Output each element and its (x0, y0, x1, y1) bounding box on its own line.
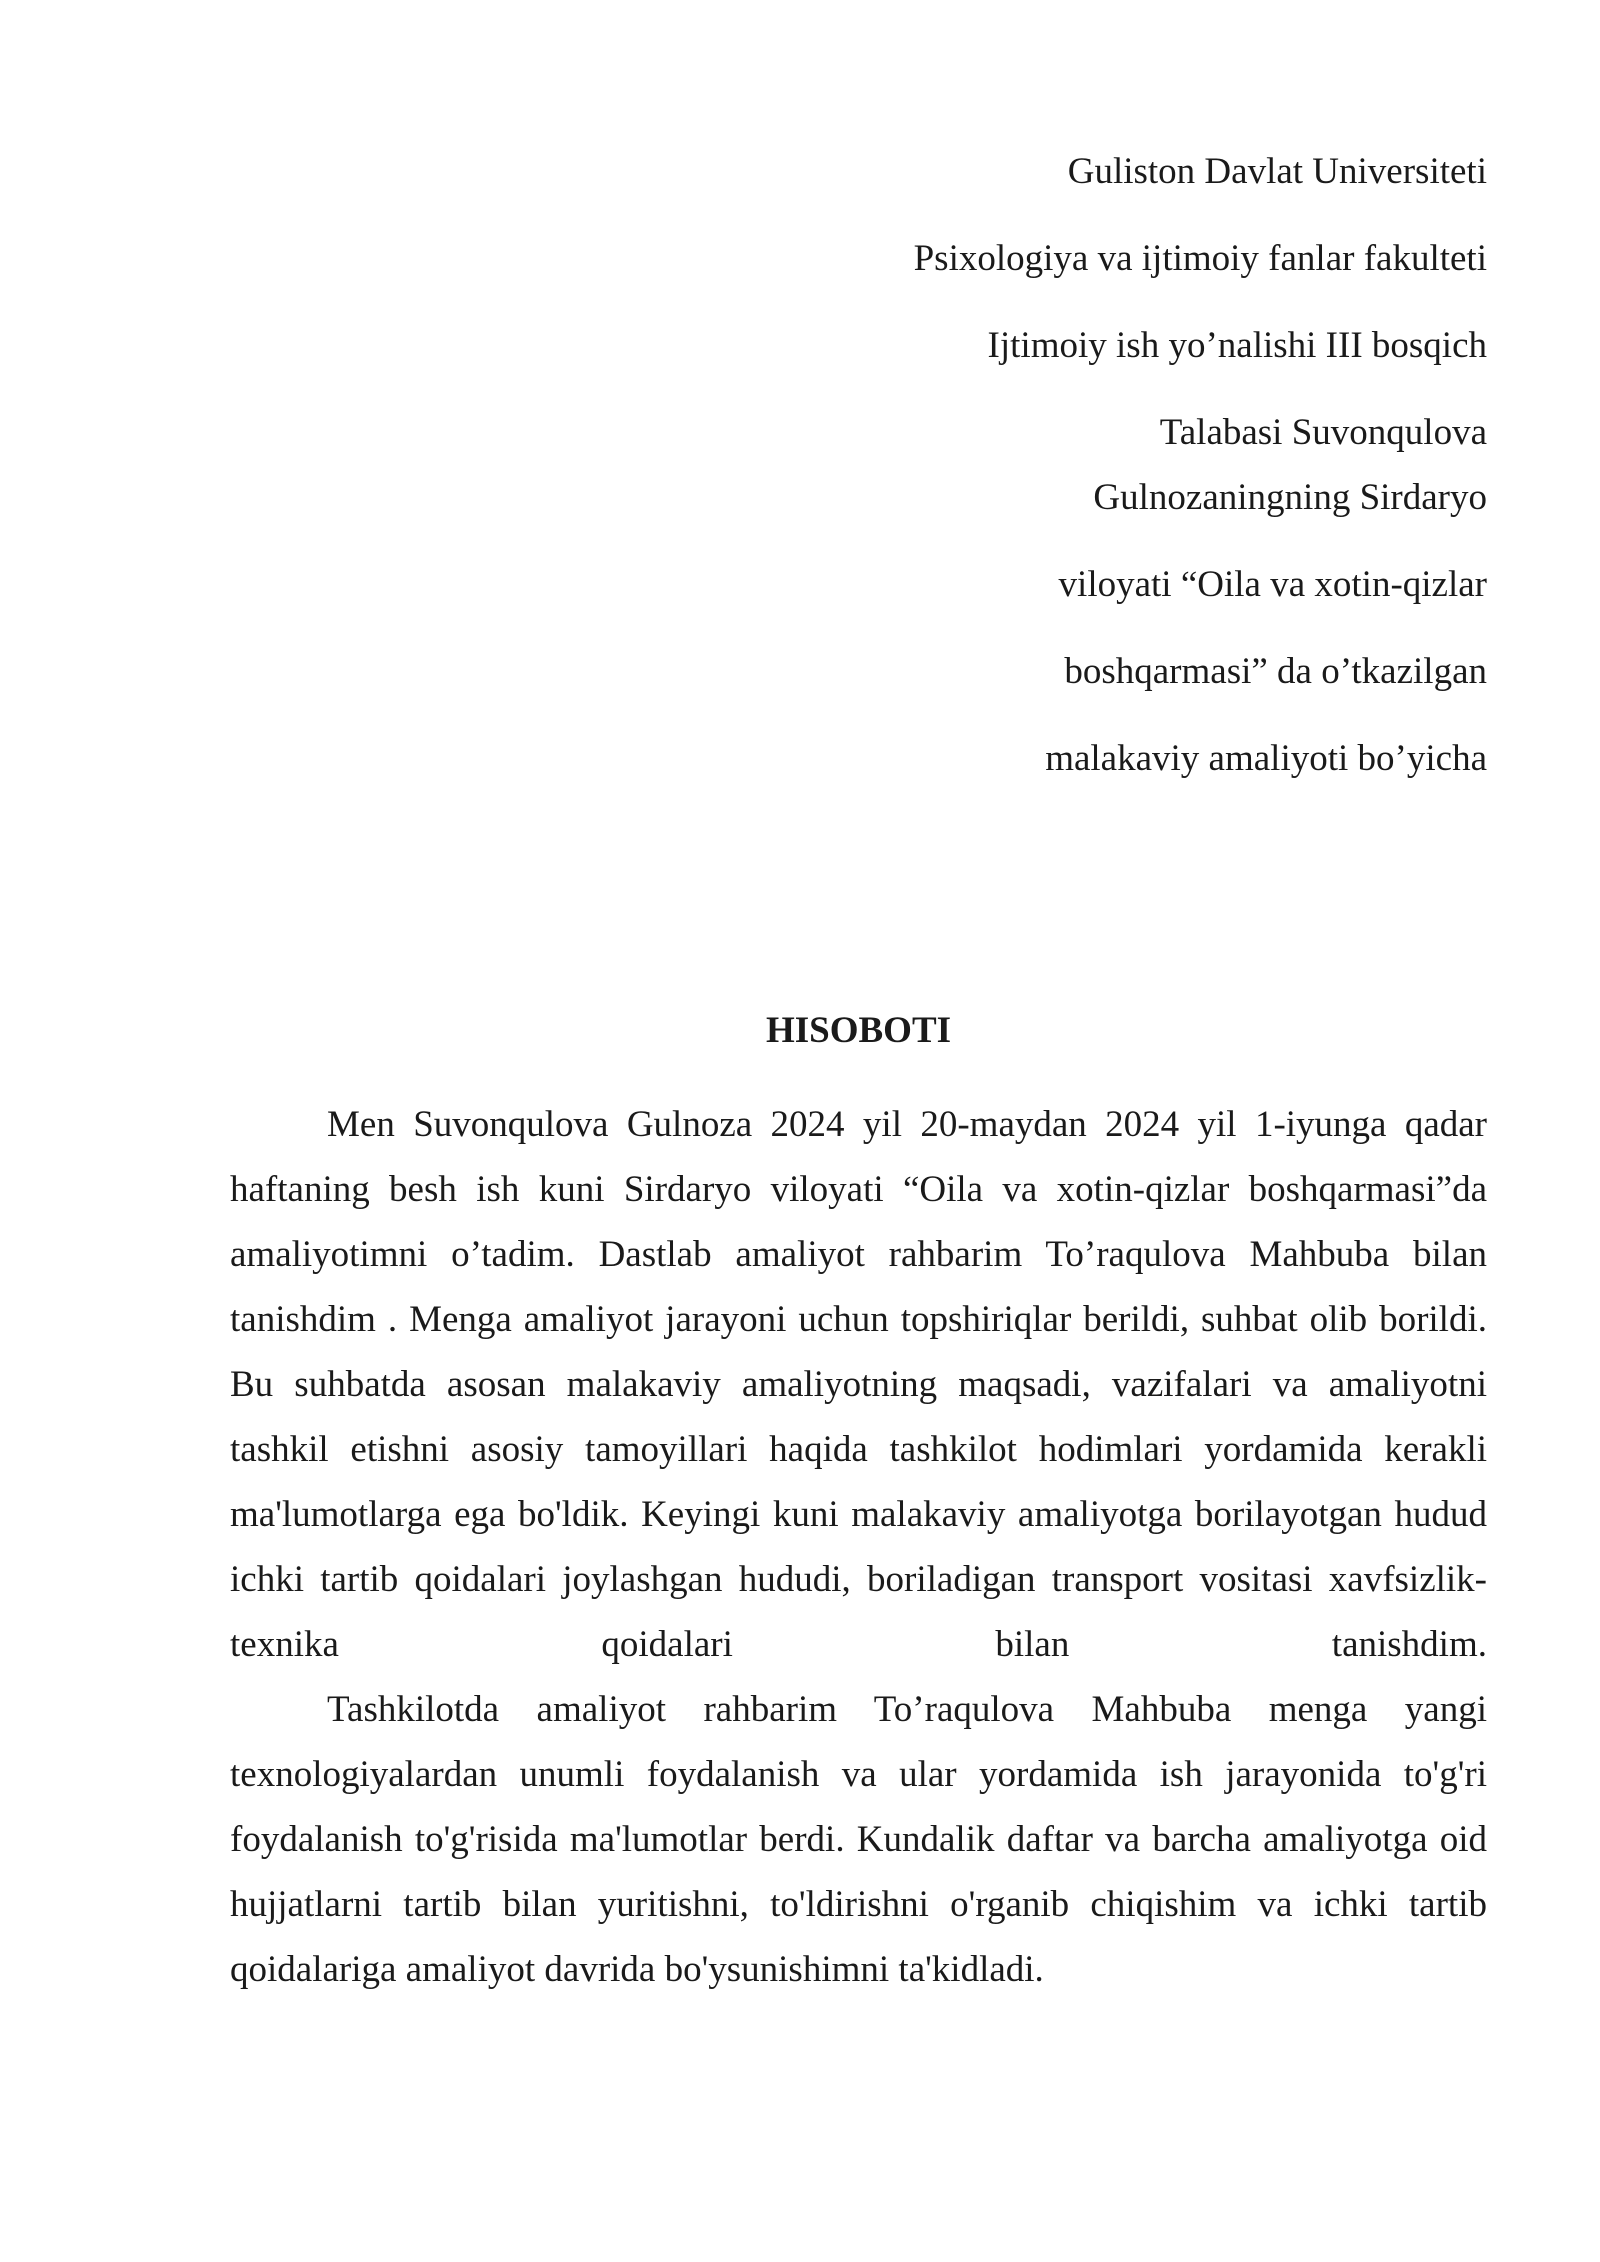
faculty-name: Psixologiya va ijtimoiy fanlar fakulteti (913, 238, 1487, 279)
place-line-2: boshqarmasi” da o’tkazilgan (1064, 651, 1487, 692)
document-title: HISOBOTI (765, 1010, 952, 1051)
report-body (230, 1092, 1487, 2002)
paragraph-1: Men Suvonqulova Gulnoza 2024 yil 20-maydan 2024 yil 1-iyunga qadar haftaning besh ish kuni Sirdaryo viloyati “Oila va xotin-qizlar boshqarmasi”da amaliyotimni o’tadim. Dastlab amaliyot rahbarim To’raqulova Mahbuba bilan tanishdim . Menga amaliyot jarayoni uchun topshiriqlar berildi, suhbat olib borildi. Bu suhbatda asosan malakaviy amaliyotning maqsadi, vazifalari va amaliyotni tashkil etishni asosiy tamoyillari haqida tashkilot hodimlari yordamida kerakli ma'lumotlarga ega bo'ldik. Keyingi kuni malakaviy amaliyotga borilayotgan hudud ichki tartib qoidalari joylashgan hududi, boriladigan transport vositasi xavfsizlik-texnika qoidalari bilan tanishdim. (230, 1104, 1487, 1665)
header-block (800, 148, 1487, 783)
direction-and-year: Ijtimoiy ish yo’nalishi III bosqich (987, 325, 1487, 366)
student-line-2: Gulnozaningning Sirdaryo (1093, 477, 1487, 518)
practice-line: malakaviy amaliyoti bo’yicha (1045, 738, 1487, 779)
student-line-1: Talabasi Suvonqulova (1159, 412, 1487, 453)
place-line-1: viloyati “Oila va xotin-qizlar (1058, 564, 1487, 605)
university-name: Guliston Davlat Universiteti (1067, 151, 1487, 192)
paragraph-2: Tashkilotda amaliyot rahbarim To’raqulova Mahbuba menga yangi texnologiyalardan unumli foydalanish va ular yordamida ish jarayonida to'g'ri foydalanish to'g'risida ma'lumotlar berdi. Kundalik daftar va barcha amaliyotga oid hujjatlarni tartib bilan yuritishni, to'ldirishni o'rganib chiqishim va ichki tartib qoidalariga amaliyot davrida bo'ysunishimni ta'kidladi. (230, 1689, 1487, 1990)
